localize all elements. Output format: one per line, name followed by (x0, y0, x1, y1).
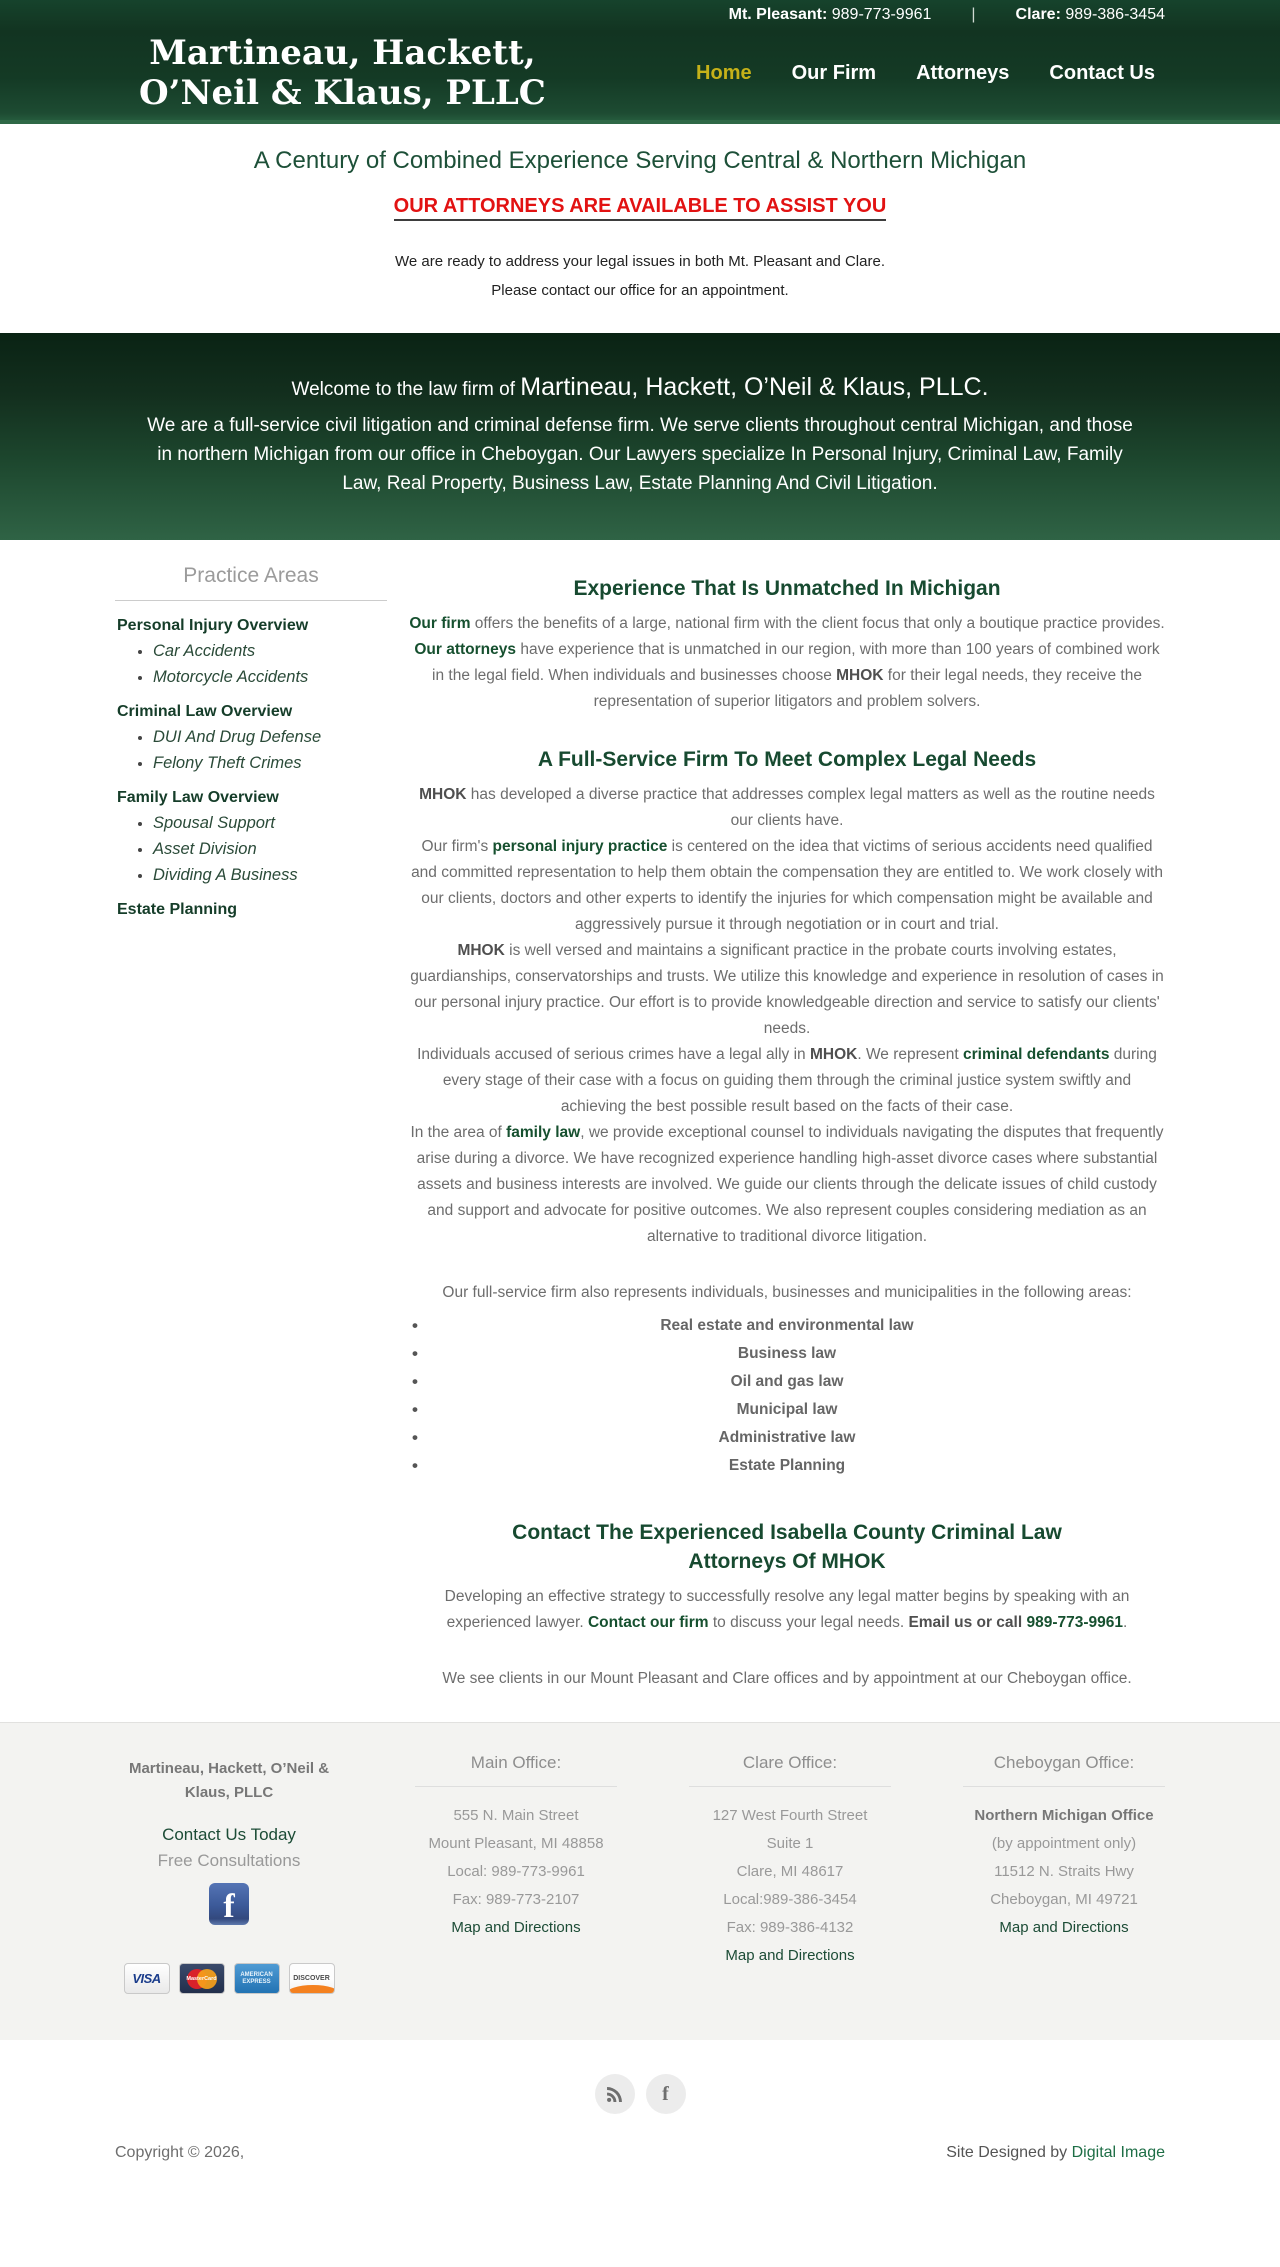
office2-phone-link[interactable]: 989-386-3454 (1065, 6, 1165, 23)
credit-prefix: Site Designed by (946, 2144, 1072, 2161)
main-office-fax: Fax: 989-773-2107 (452, 1891, 580, 1908)
copyright-text: Copyright © 2026, (115, 2144, 245, 2161)
practice-areas-title: Practice Areas (183, 564, 319, 587)
list-item: • Administrative law (409, 1424, 1165, 1452)
offices-paragraph: We see clients in our Mount Pleasant and Clare offices and by appointment at our Cheboygan office. (442, 1670, 1132, 1687)
probate-paragraph: MHOK is well versed and maintains a significant practice in the probate courts involving estates, guardianships, conservatorships and trusts. We utilize this knowledge and experience in resolution of cases in our personal injury practice. Our effort is to provide knowledgeable direction and service to satisfy our clients' needs. (410, 942, 1164, 1037)
nav-our-firm[interactable]: Our Firm (791, 61, 877, 84)
logo-line-1: Martineau, Hackett, (149, 33, 536, 73)
list-item (153, 754, 387, 773)
welcome-body: We are a full-service civil litigation and criminal defense firm. We serve clients throughout central Michigan, and those in northern Michigan from our office in Cheboygan. Our Lawyers specialize In Personal Injury, Criminal Law, Family Law, Real Property, Business Law, Estate Planning And Civil Litigation. (147, 415, 1133, 494)
hero-heading: A Century of Combined Experience Serving Central & Northern Michigan (253, 147, 1027, 174)
list-item (153, 866, 387, 885)
office2-label: Clare: (1015, 6, 1061, 23)
welcome-intro-text: Welcome to the law firm of (291, 379, 521, 400)
attorneys-available-banner[interactable]: OUR ATTORNEYS ARE AVAILABLE TO ASSIST YOU (394, 195, 887, 221)
firm-logo[interactable] (115, 33, 546, 113)
main-office-city: Mount Pleasant, MI 48858 (428, 1835, 604, 1852)
cheboygan-map-link[interactable]: Map and Directions (999, 1919, 1129, 1936)
sidebar-item-family-law[interactable]: Family Law Overview (117, 789, 279, 806)
topbar-separator: | (971, 6, 976, 23)
sidebar-item-personal-injury[interactable]: Personal Injury Overview (117, 617, 309, 634)
main-office-title: Main Office: (470, 1753, 562, 1772)
office1-label: Mt. Pleasant: (728, 6, 828, 23)
footer-cheboygan-office (963, 1753, 1165, 1994)
experience-paragraph: Our firm offers the benefits of a large, national firm with the client focus that only a boutique practice provides. Our attorneys have experience that is unmatched in our region, with more than 100 years of combined work in the legal field. When individuals and businesses choose MHOK for their legal needs, they receive the representation of superior litigators and problem solvers. (409, 615, 1165, 710)
divider (963, 1786, 1165, 1787)
cheboygan-street: 11512 N. Straits Hwy (994, 1863, 1134, 1880)
criminal-paragraph: Individuals accused of serious crimes have a legal ally in MHOK. We represent criminal defendants during every stage of their case with a focus on guiding them through the criminal justice system swiftly and achieving the best possible result based on the facts of their case. (417, 1046, 1157, 1115)
site-footer (0, 1722, 1280, 2040)
experience-heading: Experience That Is Unmatched In Michigan (573, 577, 1001, 600)
credit-cards-row (115, 1963, 343, 1994)
facebook-icon[interactable]: f (646, 2074, 686, 2114)
contact-paragraph: Developing an effective strategy to successfully resolve any legal matter begins by speaking with an experienced lawyer. Contact our firm to discuss your legal needs. Email us or call 989-773-9961. (444, 1588, 1130, 1631)
discover-card-icon: DISCOVER (289, 1963, 335, 1994)
list-item (153, 814, 387, 833)
footer-clare-office (689, 1753, 891, 1994)
free-consultations-text: Free Consultations (157, 1851, 301, 1870)
sidebar-item-dui-drug-defense[interactable]: DUI And Drug Defense (153, 728, 322, 746)
bottom-bar (0, 2040, 1280, 2188)
sidebar-item-motorcycle-accidents[interactable]: Motorcycle Accidents (153, 668, 309, 686)
visa-card-icon: VISA (124, 1963, 170, 1994)
welcome-firm-name: Martineau, Hackett, O’Neil & Klaus, PLLC. (520, 373, 989, 401)
site-credit (946, 2144, 1165, 2162)
family-law-sublist (115, 814, 387, 885)
hero-line-2: Please contact our office for an appointment. (491, 282, 789, 299)
hero-line-1: We are ready to address your legal issues in both Mt. Pleasant and Clare. (395, 253, 885, 270)
list-item: • Oil and gas law (409, 1368, 1165, 1396)
service-areas-list (409, 1312, 1165, 1480)
nav-attorneys[interactable]: Attorneys (916, 61, 1010, 84)
service-areas-intro: Our full-service firm also represents individuals, businesses and municipalities in the following areas: (442, 1284, 1132, 1301)
full-service-heading: A Full-Service Firm To Meet Complex Legal Needs (537, 748, 1037, 771)
list-item (153, 668, 387, 687)
list-item: • Estate Planning (409, 1452, 1165, 1480)
contact-us-today-link[interactable]: Contact Us Today (162, 1825, 296, 1844)
office1-phone (729, 6, 932, 24)
logo-line-2: O’Neil & Klaus, PLLC (139, 73, 546, 113)
mastercard-icon: MasterCard (179, 1963, 225, 1994)
hero-section (0, 124, 1280, 333)
clare-office-suite: Suite 1 (766, 1835, 814, 1852)
footer-main-office (415, 1753, 617, 1994)
personal-injury-paragraph: Our firm's personal injury practice is centered on the idea that victims of serious accidents need qualified and committed representation to help them obtain the compensation they are entitled to. We work closely with our clients, doctors and other experts to identify the injuries for which compensation might be available and aggressively pursue it through negotiation or in court and trial. (411, 838, 1163, 933)
main-content (387, 554, 1165, 1692)
clare-office-local: Local:989-386-3454 (723, 1891, 857, 1908)
clare-office-city: Clare, MI 48617 (736, 1863, 844, 1880)
main-office-map-link[interactable]: Map and Directions (451, 1919, 581, 1936)
practice-areas-sidebar (115, 554, 387, 1692)
phone-topbar (115, 0, 1165, 26)
header-main (115, 26, 1165, 120)
list-item: • Municipal law (409, 1396, 1165, 1424)
sidebar-item-asset-division[interactable]: Asset Division (153, 840, 257, 858)
divider (415, 1786, 617, 1787)
sidebar-item-car-accidents[interactable]: Car Accidents (153, 642, 256, 660)
footer-firm-column (115, 1753, 343, 1994)
list-item: • Real estate and environmental law (409, 1312, 1165, 1340)
cheboygan-city: Cheboygan, MI 49721 (990, 1891, 1138, 1908)
digital-image-link[interactable]: Digital Image (1071, 2144, 1165, 2161)
family-law-paragraph: In the area of family law, we provide exceptional counsel to individuals navigating the disputes that frequently arise during a divorce. We have recognized experience handling high-asset divorce cases where substantial assets and business interests are involved. We guide our clients through the delicate issues of child custody and support and advocate for positive outcomes. We also represent couples considering mediation as an alternative to traditional divorce litigation. (410, 1124, 1164, 1245)
copyright-row (115, 2144, 1165, 2188)
personal-injury-sublist (115, 642, 387, 687)
sidebar-item-felony-theft[interactable]: Felony Theft Crimes (153, 754, 302, 772)
main-nav (696, 62, 1165, 85)
clare-office-street: 127 West Fourth Street (712, 1807, 868, 1824)
cheboygan-appointment-note: (by appointment only) (991, 1835, 1137, 1852)
sidebar-item-estate-planning[interactable]: Estate Planning (117, 901, 238, 918)
site-header (0, 0, 1280, 124)
rss-icon[interactable] (595, 2074, 635, 2114)
diverse-practice-paragraph: MHOK has developed a diverse practice that addresses complex legal matters as well as the routine needs our clients have. (419, 786, 1155, 829)
divider (689, 1786, 891, 1787)
main-office-local: Local: 989-773-9961 (447, 1863, 585, 1880)
sidebar-item-criminal-law[interactable]: Criminal Law Overview (117, 703, 293, 720)
northern-michigan-office: Northern Michigan Office (974, 1807, 1154, 1824)
cheboygan-office-title: Cheboygan Office: (993, 1753, 1135, 1772)
office1-phone-link[interactable]: 989-773-9961 (831, 6, 932, 23)
welcome-band (0, 333, 1280, 540)
list-item: • Business law (409, 1340, 1165, 1368)
nav-home[interactable]: Home (696, 61, 752, 84)
list-item (153, 840, 387, 859)
criminal-law-sublist (115, 728, 387, 773)
facebook-icon[interactable]: f (209, 1883, 249, 1925)
office2-phone (1016, 6, 1165, 24)
list-item (153, 642, 387, 661)
clare-office-title: Clare Office: (742, 1753, 838, 1772)
amex-card-icon: AMERICAN EXPRESS (234, 1963, 280, 1994)
sidebar-item-dividing-business[interactable]: Dividing A Business (153, 866, 298, 884)
nav-contact-us[interactable]: Contact Us (1049, 61, 1155, 84)
clare-office-map-link[interactable]: Map and Directions (725, 1947, 855, 1964)
main-office-street: 555 N. Main Street (453, 1807, 579, 1824)
contact-heading: Contact The Experienced Isabella County Criminal Law Attorneys Of MHOK (512, 1521, 1062, 1573)
sidebar-divider (115, 600, 387, 601)
sidebar-item-spousal-support[interactable]: Spousal Support (153, 814, 276, 832)
clare-office-fax: Fax: 989-386-4132 (726, 1919, 854, 1936)
content-area (115, 540, 1165, 1722)
social-links (0, 2074, 1280, 2114)
footer-firm-name: Martineau, Hackett, O’Neil & Klaus, PLLC (128, 1760, 330, 1801)
list-item (153, 728, 387, 747)
welcome-intro (0, 371, 1280, 407)
